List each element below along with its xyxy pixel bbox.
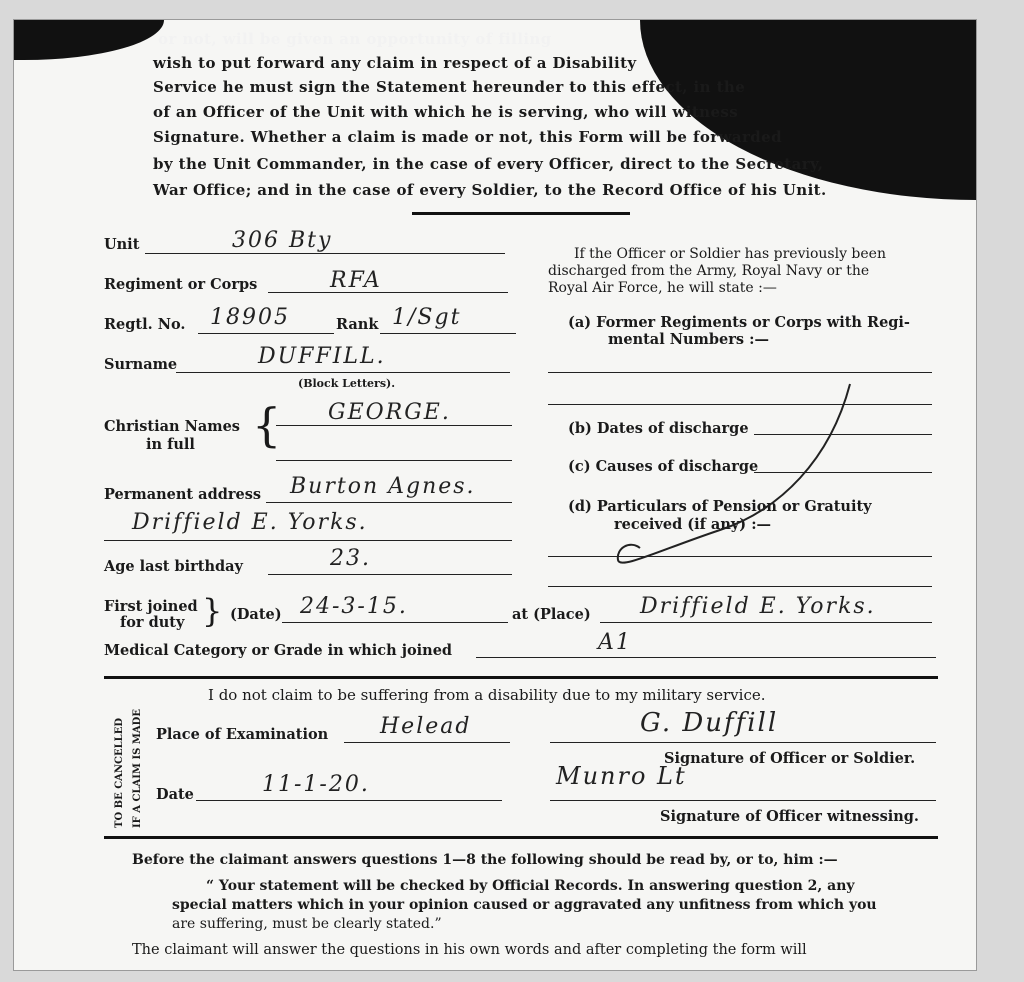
- cancel-note-1: TO BE CANCELLED: [114, 718, 125, 828]
- footer-line-5: The claimant will answer the questions in his own words and after completing the form will: [132, 942, 807, 958]
- intro-line: or not, will be given an opportunity of filling: [158, 30, 552, 48]
- age-label: Age last birthday: [104, 558, 243, 575]
- date-joined-line: [282, 622, 508, 623]
- place-examination-line: [344, 742, 510, 743]
- address-label: Permanent address: [104, 486, 262, 503]
- intro-line: of an Officer of the Unit with which he is serving, who will witness: [153, 103, 739, 121]
- christian-line-2: [276, 460, 512, 461]
- regtl-no-line: [198, 333, 334, 334]
- regtl-no-value: 18905: [210, 305, 290, 330]
- christian-names-value: GEORGE.: [328, 400, 451, 425]
- for-duty-label: for duty: [120, 614, 185, 631]
- intro-line: War Office; and in the case of every Soldier, to the Record Office of his Unit.: [153, 181, 827, 199]
- claim-statement: I do not claim to be suffering from a disability due to my military service.: [208, 686, 766, 704]
- former-regiments-label: (a) Former Regiments or Corps with Regi-: [568, 314, 910, 331]
- nil-strike-mark: [600, 380, 860, 580]
- discharge-intro-2: discharged from the Army, Royal Navy or the: [548, 263, 870, 279]
- footer-line-2: “ Your statement will be checked by Official Records. In answering question 2, any: [206, 878, 855, 894]
- cancel-note-2: IF A CLAIM IS MADE: [132, 709, 143, 828]
- intro-line: by the Unit Commander, in the case of every Officer, direct to the Secretary,: [153, 155, 824, 173]
- address-value-1: Burton Agnes.: [290, 474, 476, 499]
- first-joined-label: First joined: [104, 598, 198, 615]
- date-joined-value: 24-3-15.: [300, 594, 408, 619]
- footer-line-1: Before the claimant answers questions 1—8 the following should be read by, or to, him :—: [132, 852, 838, 868]
- witness-signature-value: Munro Lt: [556, 762, 687, 790]
- bracket-icon: {: [252, 398, 282, 452]
- unit-label: Unit: [104, 236, 140, 253]
- signature-label: Signature of Officer or Soldier.: [664, 750, 916, 767]
- address-line-2: [104, 540, 512, 541]
- date-joined-label: (Date): [230, 606, 282, 623]
- address-line-1: [266, 502, 512, 503]
- footer-line-4: are suffering, must be clearly stated.”: [172, 916, 442, 932]
- rank-line: [380, 333, 516, 334]
- intro-line: Signature. Whether a claim is made or not, this Form will be forwarded: [153, 128, 783, 146]
- christian-line-1: [276, 425, 512, 426]
- rank-value: 1/Sgt: [392, 305, 462, 330]
- medical-category-line: [476, 657, 936, 658]
- unit-value: 306 Bty: [232, 228, 333, 253]
- discharge-intro-1: If the Officer or Soldier has previously been: [574, 246, 886, 262]
- age-value: 23.: [330, 546, 371, 571]
- place-examination-label: Place of Examination: [156, 726, 329, 743]
- pension-label: (d) Particulars of Pension or Gratuity: [568, 498, 872, 515]
- claim-date-value: 11-1-20.: [262, 772, 370, 797]
- christian-names-label: Christian Names: [104, 418, 240, 435]
- claim-section-top-border: [104, 676, 938, 679]
- section-divider: [412, 212, 630, 215]
- place-examination-value: Helead: [380, 714, 472, 739]
- medical-category-value: A1: [598, 630, 632, 655]
- regimental-numbers-label: mental Numbers :—: [608, 331, 769, 348]
- causes-discharge-label: (c) Causes of discharge: [568, 458, 759, 475]
- claim-date-label: Date: [156, 786, 194, 803]
- dates-discharge-label: (b) Dates of discharge: [568, 420, 749, 437]
- claim-section-bottom-border: [104, 836, 938, 839]
- surname-value: DUFFILL.: [258, 344, 386, 369]
- gratuity-label: received (if any) :—: [614, 516, 772, 533]
- intro-line: Service he must sign the Statement hereunder to this effect, in the: [153, 78, 746, 96]
- claim-date-line: [196, 800, 502, 801]
- rank-label: Rank: [336, 316, 379, 333]
- age-line: [268, 574, 512, 575]
- in-full-label: in full: [146, 436, 195, 453]
- unit-line: [145, 253, 505, 254]
- discharge-intro-3: Royal Air Force, he will state :—: [548, 280, 777, 296]
- block-letters-note: (Block Letters).: [298, 377, 396, 390]
- witness-line: [550, 800, 936, 801]
- place-joined-label: at (Place): [512, 606, 591, 623]
- soldier-signature-value: G. Duffill: [640, 708, 779, 738]
- medical-category-label: Medical Category or Grade in which joined: [104, 642, 453, 659]
- intro-line: wish to put forward any claim in respect of a Disability: [153, 54, 637, 72]
- former-regiments-line-1: [548, 372, 932, 373]
- place-joined-value: Driffield E. Yorks.: [640, 594, 876, 619]
- regiment-value: RFA: [330, 268, 382, 293]
- place-joined-line: [600, 622, 932, 623]
- address-value-2: Driffield E. Yorks.: [132, 510, 368, 535]
- regiment-label: Regiment or Corps: [104, 276, 258, 293]
- bracket-icon: }: [202, 592, 223, 630]
- regtl-no-label: Regtl. No.: [104, 316, 186, 333]
- footer-line-3: special matters which in your opinion caused or aggravated any unfitness from which you: [172, 897, 877, 913]
- pension-line-2: [548, 586, 932, 587]
- signature-line: [550, 742, 936, 743]
- surname-label: Surname: [104, 356, 178, 373]
- witness-label: Signature of Officer witnessing.: [660, 808, 919, 825]
- regiment-line: [268, 292, 508, 293]
- surname-line: [176, 372, 510, 373]
